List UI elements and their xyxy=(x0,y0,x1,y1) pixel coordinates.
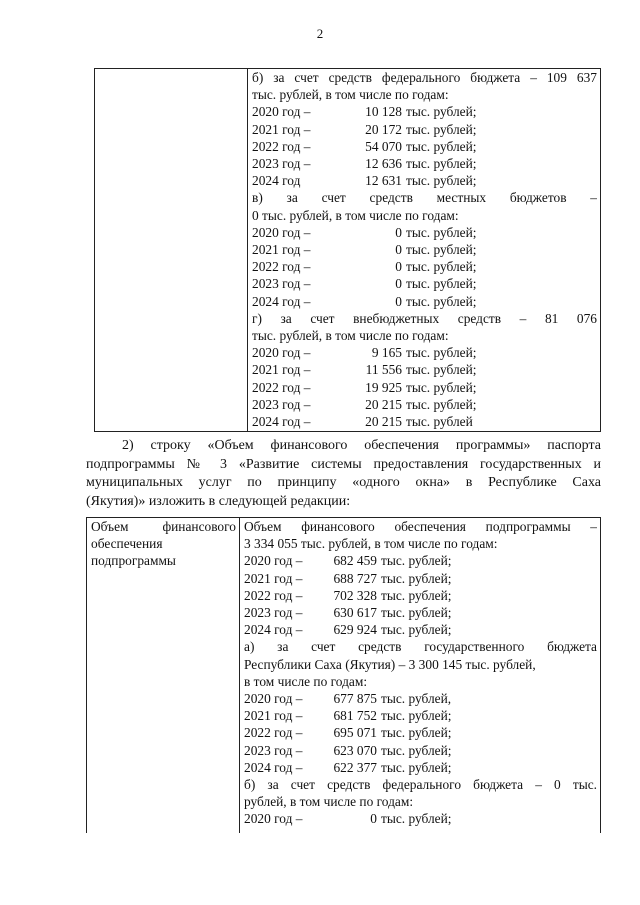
amount-value: 0 xyxy=(395,242,402,258)
amount-unit: тыс. рублей; xyxy=(381,553,452,569)
amount-value: 682 459 xyxy=(333,553,377,569)
table-row xyxy=(87,518,601,834)
amount-value: 622 377 xyxy=(333,759,377,775)
amount-unit: тыс. рублей; xyxy=(406,379,477,395)
year-amount-row xyxy=(252,155,597,172)
amount-unit: тыс. рублей; xyxy=(406,121,477,137)
year-amount-row xyxy=(244,759,597,776)
paragraph-line: 2) строку «Объем финансового обеспечения программы» паспорта xyxy=(122,438,601,453)
amount-unit: тыс. рублей; xyxy=(406,259,477,275)
amendment-paragraph xyxy=(86,437,601,511)
amount-unit: тыс. рублей; xyxy=(406,396,477,412)
table-cell-label xyxy=(95,69,248,432)
year-amount-row xyxy=(244,707,597,724)
year-amount-row xyxy=(252,344,597,361)
year-label: 2020 год – xyxy=(252,345,311,361)
year-label: 2022 год – xyxy=(244,587,303,603)
amount-value: 20 172 xyxy=(365,121,402,137)
year-label: 2021 год – xyxy=(244,708,303,724)
subprogram-financing-table xyxy=(86,517,601,833)
amount-value: 629 924 xyxy=(333,622,377,638)
amount-unit: тыс. рублей; xyxy=(406,156,477,172)
table-row xyxy=(95,69,601,432)
financing-lines xyxy=(244,518,597,828)
text-line: тыс. рублей, в том числе по годам: xyxy=(252,328,449,344)
text-line: обеспечения xyxy=(91,536,163,552)
year-label: 2022 год – xyxy=(252,259,311,275)
year-label: 2022 год – xyxy=(252,379,311,395)
year-label: 2023 год – xyxy=(252,156,311,172)
year-amount-row xyxy=(244,742,597,759)
amount-unit: тыс. рублей; xyxy=(381,570,452,586)
year-amount-row xyxy=(252,241,597,258)
text-line: Объем финансового xyxy=(91,519,236,534)
amount-unit: тыс. рублей; xyxy=(381,605,452,621)
amount-unit: тыс. рублей; xyxy=(406,224,477,240)
amount-unit: тыс. рублей; xyxy=(381,811,452,827)
amount-value: 0 xyxy=(395,224,402,240)
year-amount-row xyxy=(252,224,597,241)
paragraph-line: муниципальных услуг по принципу «одного окна» в Республике Саха xyxy=(86,475,601,491)
year-amount-row xyxy=(252,172,597,189)
year-label: 2020 год – xyxy=(244,553,303,569)
table-cell-financing xyxy=(240,518,601,834)
amount-unit: тыс. рублей xyxy=(406,414,473,430)
amount-value: 20 215 xyxy=(365,396,402,412)
amount-unit: тыс. рублей; xyxy=(406,345,477,361)
amount-value: 688 727 xyxy=(333,570,377,586)
amount-unit: тыс. рублей; xyxy=(381,742,452,758)
amount-value: 0 xyxy=(370,811,377,827)
text-line: а) за счет средств государственного бюджета xyxy=(244,639,597,655)
text-line: 0 тыс. рублей, в том числе по годам: xyxy=(252,207,459,223)
amount-unit: тыс. рублей; xyxy=(406,138,477,154)
paragraph-line: подпрограммы № 3 «Развитие системы предоставления государственных и xyxy=(86,456,601,472)
year-label: 2020 год – xyxy=(252,104,311,120)
table-cell-financing xyxy=(248,69,601,432)
year-label: 2024 год – xyxy=(252,414,311,430)
amount-unit: тыс. рублей; xyxy=(381,759,452,775)
text-line: г) за счет внебюджетных средств – 81 076 xyxy=(252,310,597,326)
paragraph-line: (Якутия)» изложить в следующей редакции: xyxy=(86,493,351,509)
amount-unit: тыс. рублей; xyxy=(406,293,477,309)
text-line: подпрограммы xyxy=(91,553,176,569)
text-line: б) за счет средств федерального бюджета – 0 тыс. xyxy=(244,777,597,793)
year-label: 2021 год – xyxy=(252,362,311,378)
year-label: 2021 год – xyxy=(252,121,311,137)
year-amount-row xyxy=(244,810,597,827)
year-amount-row xyxy=(252,413,597,430)
text-line: Объем финансового обеспечения подпрограммы – xyxy=(244,519,597,534)
text-line: в том числе по годам: xyxy=(244,673,368,689)
amount-unit: тыс. рублей; xyxy=(381,725,452,741)
year-label: 2021 год – xyxy=(244,570,303,586)
table-cell-label xyxy=(87,518,240,834)
text-line: 3 334 055 тыс. рублей, в том числе по годам: xyxy=(244,536,498,552)
row-label xyxy=(91,518,236,570)
amount-value: 681 752 xyxy=(333,708,377,724)
year-amount-row xyxy=(244,690,597,707)
amount-value: 19 925 xyxy=(365,379,402,395)
year-label: 2022 год – xyxy=(244,725,303,741)
amount-unit: тыс. рублей; xyxy=(406,242,477,258)
amount-value: 630 617 xyxy=(333,605,377,621)
year-amount-row xyxy=(244,724,597,741)
amount-value: 9 165 xyxy=(371,345,402,361)
amount-unit: тыс. рублей, xyxy=(381,691,452,707)
year-label: 2024 год – xyxy=(244,622,303,638)
year-label: 2023 год – xyxy=(252,396,311,412)
year-amount-row xyxy=(252,138,597,155)
amount-unit: тыс. рублей; xyxy=(406,276,477,292)
year-label: 2024 год xyxy=(252,173,301,189)
amount-value: 695 071 xyxy=(333,725,377,741)
text-line: тыс. рублей, в том числе по годам: xyxy=(252,87,449,103)
amount-value: 10 128 xyxy=(365,104,402,120)
year-label: 2024 год – xyxy=(252,293,311,309)
amount-unit: тыс. рублей; xyxy=(406,362,477,378)
year-amount-row xyxy=(252,103,597,120)
text-line: б) за счет средств федерального бюджета – 109 637 xyxy=(252,70,597,85)
financing-lines xyxy=(252,69,597,430)
amount-value: 12 636 xyxy=(365,156,402,172)
amount-value: 677 875 xyxy=(333,691,377,707)
amount-value: 623 070 xyxy=(333,742,377,758)
year-label: 2020 год – xyxy=(244,691,303,707)
text-line: в) за счет средств местных бюджетов – xyxy=(252,190,597,206)
page-number: 2 xyxy=(316,26,324,41)
year-amount-row xyxy=(244,552,597,569)
amount-unit: тыс. рублей; xyxy=(406,104,477,120)
amount-unit: тыс. рублей; xyxy=(381,622,452,638)
year-label: 2021 год – xyxy=(252,242,311,258)
text-line: рублей, в том числе по годам: xyxy=(244,794,414,810)
year-amount-row xyxy=(244,621,597,638)
amount-value: 20 215 xyxy=(365,414,402,430)
year-amount-row xyxy=(252,379,597,396)
year-amount-row xyxy=(244,587,597,604)
amount-unit: тыс. рублей; xyxy=(406,173,477,189)
year-amount-row xyxy=(252,121,597,138)
year-amount-row xyxy=(244,604,597,621)
amount-value: 54 070 xyxy=(365,138,402,154)
year-label: 2024 год – xyxy=(244,759,303,775)
year-amount-row xyxy=(252,396,597,413)
year-amount-row xyxy=(252,258,597,275)
year-label: 2023 год – xyxy=(252,276,311,292)
year-label: 2022 год – xyxy=(252,138,311,154)
year-amount-row xyxy=(252,293,597,310)
year-label: 2020 год – xyxy=(244,811,303,827)
amount-value: 0 xyxy=(395,259,402,275)
year-amount-row xyxy=(252,361,597,378)
amount-value: 0 xyxy=(395,293,402,309)
amount-value: 702 328 xyxy=(333,587,377,603)
year-label: 2023 год – xyxy=(244,742,303,758)
year-label: 2020 год – xyxy=(252,224,311,240)
amount-value: 12 631 xyxy=(365,173,402,189)
passport-table-continuation xyxy=(94,68,601,432)
year-amount-row xyxy=(244,570,597,587)
amount-value: 11 556 xyxy=(365,362,402,378)
year-label: 2023 год – xyxy=(244,605,303,621)
text-line: Республики Саха (Якутия) – 3 300 145 тыс. рублей, xyxy=(244,656,536,672)
amount-unit: тыс. рублей; xyxy=(381,587,452,603)
year-amount-row xyxy=(252,275,597,292)
amount-value: 0 xyxy=(395,276,402,292)
amount-unit: тыс. рублей; xyxy=(381,708,452,724)
